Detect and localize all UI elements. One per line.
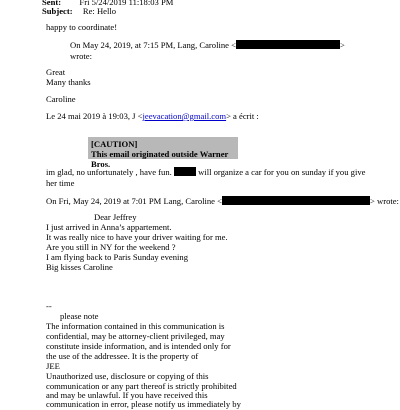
please-note-text: please note xyxy=(60,311,99,321)
quote-header-1-text: On May 24, 2019, at 7:15 PM, Lang, Caroline < xyxy=(70,40,236,50)
redaction-box xyxy=(222,196,370,205)
sent-value: Fri 5/24/2019 11:18:03 PM xyxy=(79,0,174,7)
subject-label: Subject: xyxy=(42,6,73,16)
french-quote-text: Le 24 mai 2019 à 19:03, J < xyxy=(46,111,143,121)
disclaimer-line-9: communication in error, please notify us immediately by xyxy=(46,399,241,409)
disclaimer-line-7: communication or any part thereof is strictly prohibited xyxy=(46,381,237,391)
disclaimer-line-6: Unauthorized use, disclosure or copying of this xyxy=(46,371,209,381)
great-text: Great xyxy=(46,67,66,77)
subject-row xyxy=(42,6,116,17)
disclaimer-line-8: and may be unlawful. If you have received this xyxy=(46,390,208,400)
email-link[interactable]: jeevacation@gmail.com xyxy=(142,111,227,121)
redaction-box xyxy=(174,167,196,176)
salutation: Dear Jeffrey xyxy=(94,212,137,222)
quote-header-1 xyxy=(70,40,345,51)
quote-header-2-close: > wrote: xyxy=(370,196,399,206)
quote-header-1-close: > xyxy=(339,40,345,50)
her-time-text: her time xyxy=(46,178,75,188)
body-line-5: Big kisses Caroline xyxy=(46,262,113,272)
caroline-signature: Caroline xyxy=(46,94,76,104)
reply-text: happy to coordinate! xyxy=(46,22,118,32)
glad-text-2: will organize a car for you on sunday if you give xyxy=(198,167,366,177)
disclaimer-line-1: The information contained in this communication is xyxy=(46,321,225,331)
many-thanks-text: Many thanks xyxy=(46,77,91,87)
glad-text: im glad, no unfortunately , have fun. xyxy=(46,167,172,177)
redaction-box xyxy=(236,40,340,49)
caution-text: This email originated outside Warner Bros. xyxy=(91,149,229,169)
quote-header-1-wrote: wrote: xyxy=(70,51,92,61)
body-line-4: I am flying back to Paris Sunday evening xyxy=(46,252,189,262)
body-line-3: Are you still in NY for the weekend ? xyxy=(46,242,176,252)
caution-banner xyxy=(88,137,238,169)
body-line-2: It was really nice to have your driver waiting for me. xyxy=(46,232,228,242)
disclaimer-line-4: the use of the addressee. It is the property of xyxy=(46,351,199,361)
body-line-1: I just arrived in Anna’s appartement. xyxy=(46,222,172,232)
caution-title: [CAUTION] xyxy=(91,139,138,149)
quote-header-2 xyxy=(46,196,399,207)
french-quote-header xyxy=(46,111,259,122)
quote-header-2-text: On Fri, May 24, 2019 at 7:01 PM Lang, Caroline < xyxy=(46,196,222,206)
subject-value: Re: Hello xyxy=(82,6,117,16)
french-quote-close: > a écrit : xyxy=(226,111,259,121)
glad-line xyxy=(46,167,365,178)
disclaimer-line-3: constitute inside information, and is intended only for xyxy=(46,341,231,351)
disclaimer-line-5: JEE xyxy=(46,361,60,371)
disclaimer-line-2: confidential, may be attorney-client privileged, may xyxy=(46,331,225,341)
sent-label: Sent: xyxy=(42,0,62,7)
signature-separator: -- xyxy=(46,301,52,311)
